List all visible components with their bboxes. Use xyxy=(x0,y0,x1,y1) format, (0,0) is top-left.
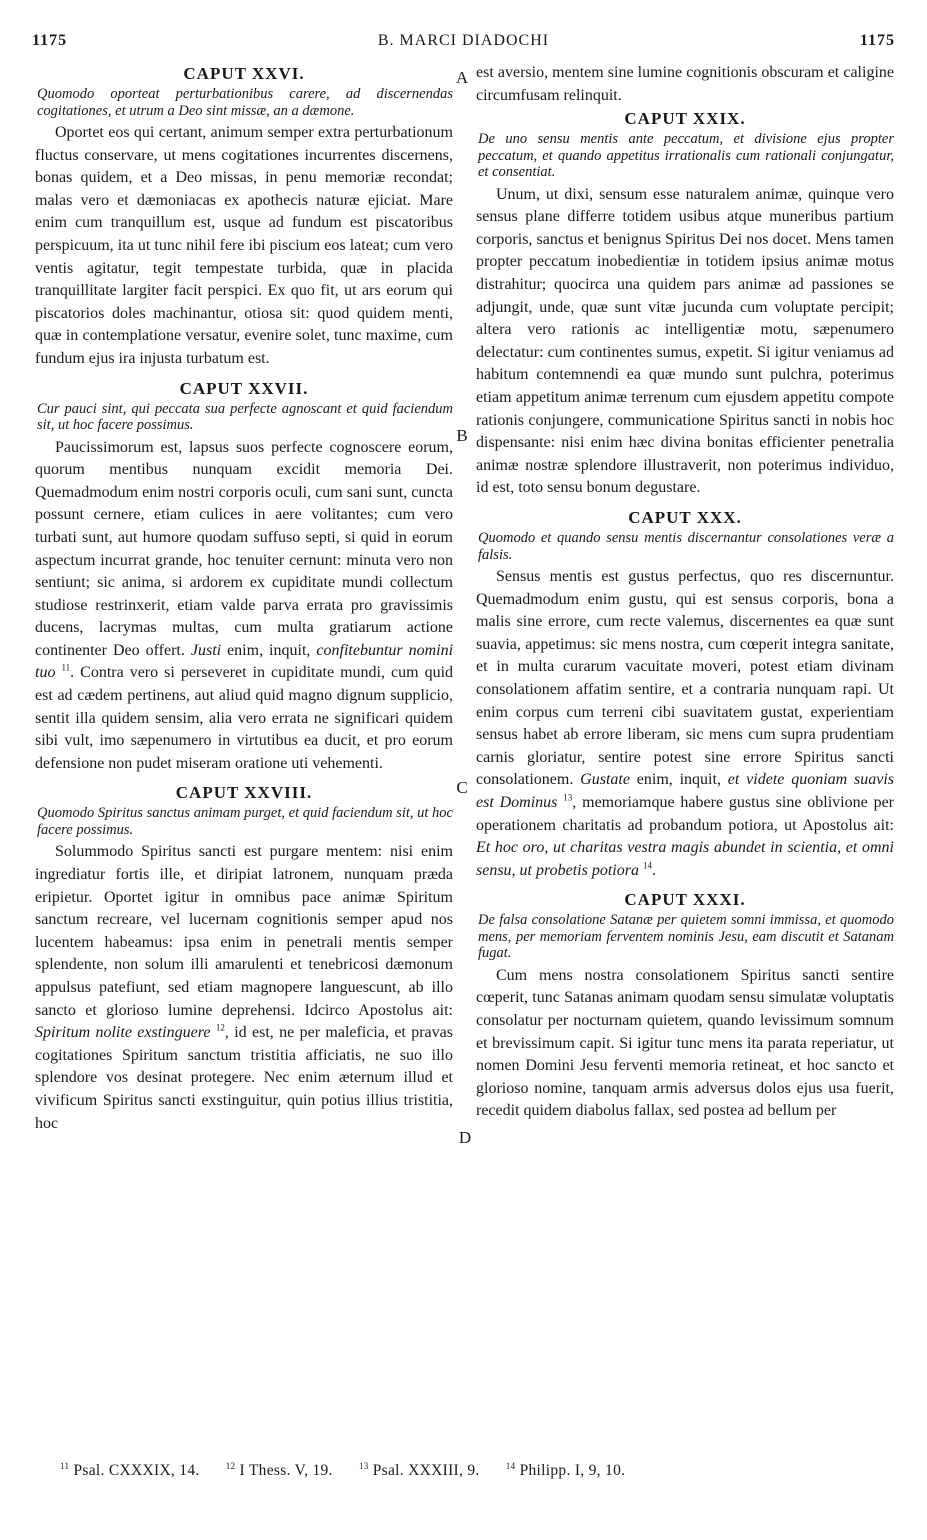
scripture-quote: Gustate xyxy=(580,771,630,789)
continued-text: est aversio, mentem sine lumine cognitionis obscuram et caligine circumfusam relinquit. xyxy=(476,64,894,104)
scripture-quote: confitebuntur nomini tuo xyxy=(35,641,454,682)
chapter-heading-26: CAPUT XXVI. xyxy=(183,64,305,83)
chapter-text-30: Sensus mentis est gustus perfectus, quo res discernuntur. Quemadmodum enim gustu, qui est sensus corporis, bona a malis sine errore, cum recte valemus, discernentes ea quæ sunt suavia, appetimus: sic mens nostra, cum cœperit integra sanitate, et in multa curarum vacuitate moveri, potest etiam divinam consolationem affatim sentire, et a contraria nunquam rapi. Ut enim corpus cum terreni cibi suavitatem gustat, experientiam sensus habet ab errore liberam, sic mens cum supra prudentiam carnis gloriatur, sentire potest sine errore Spiritus sancti consolationem. Gustate enim, inquit, et videte quoniam suavis est Dominus $^{13}$, memoriamque habere gustus sine oblivione per operationem charitatis ad probandum potiora, ut Apostolus ait: Et hoc oro, ut charitas vestra magis abundet in scientia, et omni sensu, ut probetis potiora $^{14}$. xyxy=(476,568,895,879)
scripture-quote: Justi xyxy=(190,641,222,659)
chapter-text-31: Cum mens nostra consolationem Spiritus sancti sentire cœperit, tunc Satanas animam quodam sensu simulatæ voluptatis consolatur per nocturnam quietem, quando levissimum somnum et brevissimum capit. Si igitur tunc mens ita parata reperiatur, ut nomen Domini Jesu ferventi memoria retineat, et hoc sancto et glorioso nomine, tanquam armis adversus dolos ejus usa fuerit, recedit quidem diabolus fallax, sed postea ad bellum per xyxy=(476,966,894,1120)
chapter-heading-28: CAPUT XXVIII. xyxy=(175,783,313,803)
footnote-ref-13: 13 xyxy=(563,792,573,803)
footnote-11: $^{11}$ Psal. CXXXIX, 14. xyxy=(60,1460,200,1479)
chapter-subtitle-26: Quomodo oporteat perturbationibus carere, ad discernendas cogitationes, et utrum a Deo sint missæ, an a dæmone. xyxy=(37,86,453,119)
chapter-heading-30: CAPUT XXX. xyxy=(628,508,742,527)
chapter-subtitle-31: De falsa consolatione Satanæ per quietem somni immissa, et quomodo mens, per memoriam ferventem nominis Jesu, eam discutit et Satanam fugat. xyxy=(478,912,894,962)
page-number-left: 1175 xyxy=(32,32,68,49)
chapter-heading-29: CAPUT XXIX. xyxy=(624,109,746,129)
page-header xyxy=(32,32,895,56)
chapter-text-28: Solummodo Spiritus sancti est purgare mentem: nisi enim ingrediatur fortis ille, et diripiat latronem, nunquam præda eripietur. Oportet igitur in omnibus pace animæ Spiritum sanctum recreare, vel lucernam cognitionis semper apud nos lucentem habeamus: ipsa enim in penetrali mentis semper splendente, non solum illi amarulenti et tenebricosi dæmonum appulsus patefiunt, sed etiam magnopere languescunt, ab illo sancto et glorioso lumine deprehensi. Idcirco Apostolus ait: Spiritum nolite exstinguere $^{12}$, id est, ne per maleficia, et pravas cogitationes Spiritum sanctum tristitia afficiatis, ne suo illo splendore vos desinat protegere. Nec enim æternum illud et vivificum Spiritus sancti exstinguitur, quin potius illius tristitia, hoc xyxy=(35,843,453,1132)
right-column xyxy=(476,62,894,1123)
chapter-text-27: Paucissimorum est, lapsus suos perfecte cognoscere eorum, quorum mentibus nunquam excidit memoria Dei. Quemadmodum enim nostri corporis oculi, cum sani sunt, cuncta possunt cernere, etiam culices in aere volitantes; cum vero turbati sunt, aut humore quodam suffuso septi, si quid in eorum aspectum incurrat grande, hoc tenuiter cernunt: minuta vero non sentiunt; sic anima, si ardorem ex cupiditate mundi collectum studiose restrinxerit, etiam valde parva errata pro gravissimis ducens, lacrymas multas, cum multa gratiarum actione continenter Deo offert. Justi enim, inquit, confitebuntur nomini tuo $^{11}$. Contra vero si perseveret in cupiditate mundi, cum quid est ad cædem pertinens, aut aliud quid magno dignum supplicio, sentit illa quidem sensim, alia vero errata ne significari quidem sibi vult, imo sæpenumero in virtutibus ea ducit, et pro eorum defensione non pudet miseram oratione uti vehementi. xyxy=(35,438,454,772)
scripture-quote: et videte quoniam suavis est Dominus xyxy=(476,771,895,811)
page-number-right: 1175 xyxy=(859,32,895,49)
scripture-quote: Spiritum nolite exstinguere xyxy=(35,1024,211,1042)
footnote-ref-11: 11 xyxy=(61,663,71,674)
margin-letter-b: B xyxy=(456,426,468,445)
footnote-14: $^{14}$ Philipp. I, 9, 10. xyxy=(505,1460,626,1479)
footnote-13: $^{13}$ Psal. XXXIII, 9. xyxy=(358,1460,480,1479)
scripture-quote: Et hoc oro, ut charitas vestra magis abundet in scientia, et omni sensu, ut probetis potiora xyxy=(476,839,894,879)
chapter-text-26: Oportet eos qui certant, animum semper extra perturbationum fluctus conservare, ut mens cogitationes incurrentes discernens, bonas quidem, et a Deo missas, in penu memoriæ recondat; malas vero et dæmoniacas ex apothecis naturæ ejiciat. Mare enim cum tranquillum est, usque ad fundum est piscatoribus perspicuum, ita ut tunc nihil fere ibi piscium eos lateat; cum vero ventis agitatur, tegit tempestate turbida, quæ in placida tranquillitate largiter facit perspici. Ex quo fit, ut ars eorum qui piscatorios doles machinantur, otiosa sit: quod quidem menti, quæ in contemplatione versatur, evenire solet, tunc maxime, cum fundum ejus ira injusta turbatum est. xyxy=(35,124,453,367)
chapter-heading-31: CAPUT XXXI. xyxy=(624,890,746,910)
footnotes xyxy=(60,1462,887,1480)
chapter-subtitle-30: Quomodo et quando sensu mentis discernantur consolationes veræ a falsis. xyxy=(478,530,894,563)
margin-letter-d: D xyxy=(458,1128,472,1147)
running-title: B. MARCI DIADOCHI xyxy=(377,32,550,49)
chapter-heading-27: CAPUT XXVII. xyxy=(179,378,309,398)
chapter-subtitle-28: Quomodo Spiritus sanctus animam purget, et quid faciendum sit, ut hoc facere possimus. xyxy=(37,805,453,838)
margin-letter-c: C xyxy=(456,778,468,797)
chapter-subtitle-29: De uno sensu mentis ante peccatum, et divisione ejus propter peccatum, et quando appetitus irrationalis cum rationali conjungatur, et consentiat. xyxy=(478,131,894,181)
footnote-12: $^{12}$ I Thess. V, 19. xyxy=(225,1460,333,1479)
footnote-ref-14: 14 xyxy=(642,860,652,871)
chapter-subtitle-27: Cur pauci sint, qui peccata sua perfecte agnoscant et quid faciendum sit, ut hoc facere possimus. xyxy=(37,400,453,434)
left-column xyxy=(35,62,453,1135)
margin-letter-a: A xyxy=(455,68,469,87)
footnote-ref-12: 12 xyxy=(215,1022,225,1033)
chapter-text-29: Unum, ut dixi, sensum esse naturalem animæ, quinque vero sensus plane differre totidem usibus atque muneribus partium corporis, sanctus et benignus Spiritus Dei nos docet. Mens tamen propter peccatum inobedientiæ in totidem ipsius animæ motus distrahitur; quocirca una quidem pars animæ ad passiones se adjungit, unde, quæ sunt vitæ jucunda cum voluptate percipit; altera vero rationis ac intelligentiæ motu, sæpenumero delectatur: cum continentes sumus, expetit. Si igitur veniamus ad habitum contemnendi ea quæ mundo sunt pulchra, poterimus etiam appetitum animæ terrenum cum ejusdem appetitu compote rationis conjungere, communicatione Spiritus sancti in nobis hoc dispensante: nisi enim hæc divina bonitas efficienter penetralia animæ nostræ splendore illustraverit, non poterimus individuo, id est, toto sensu bonum degustare. xyxy=(476,185,894,497)
